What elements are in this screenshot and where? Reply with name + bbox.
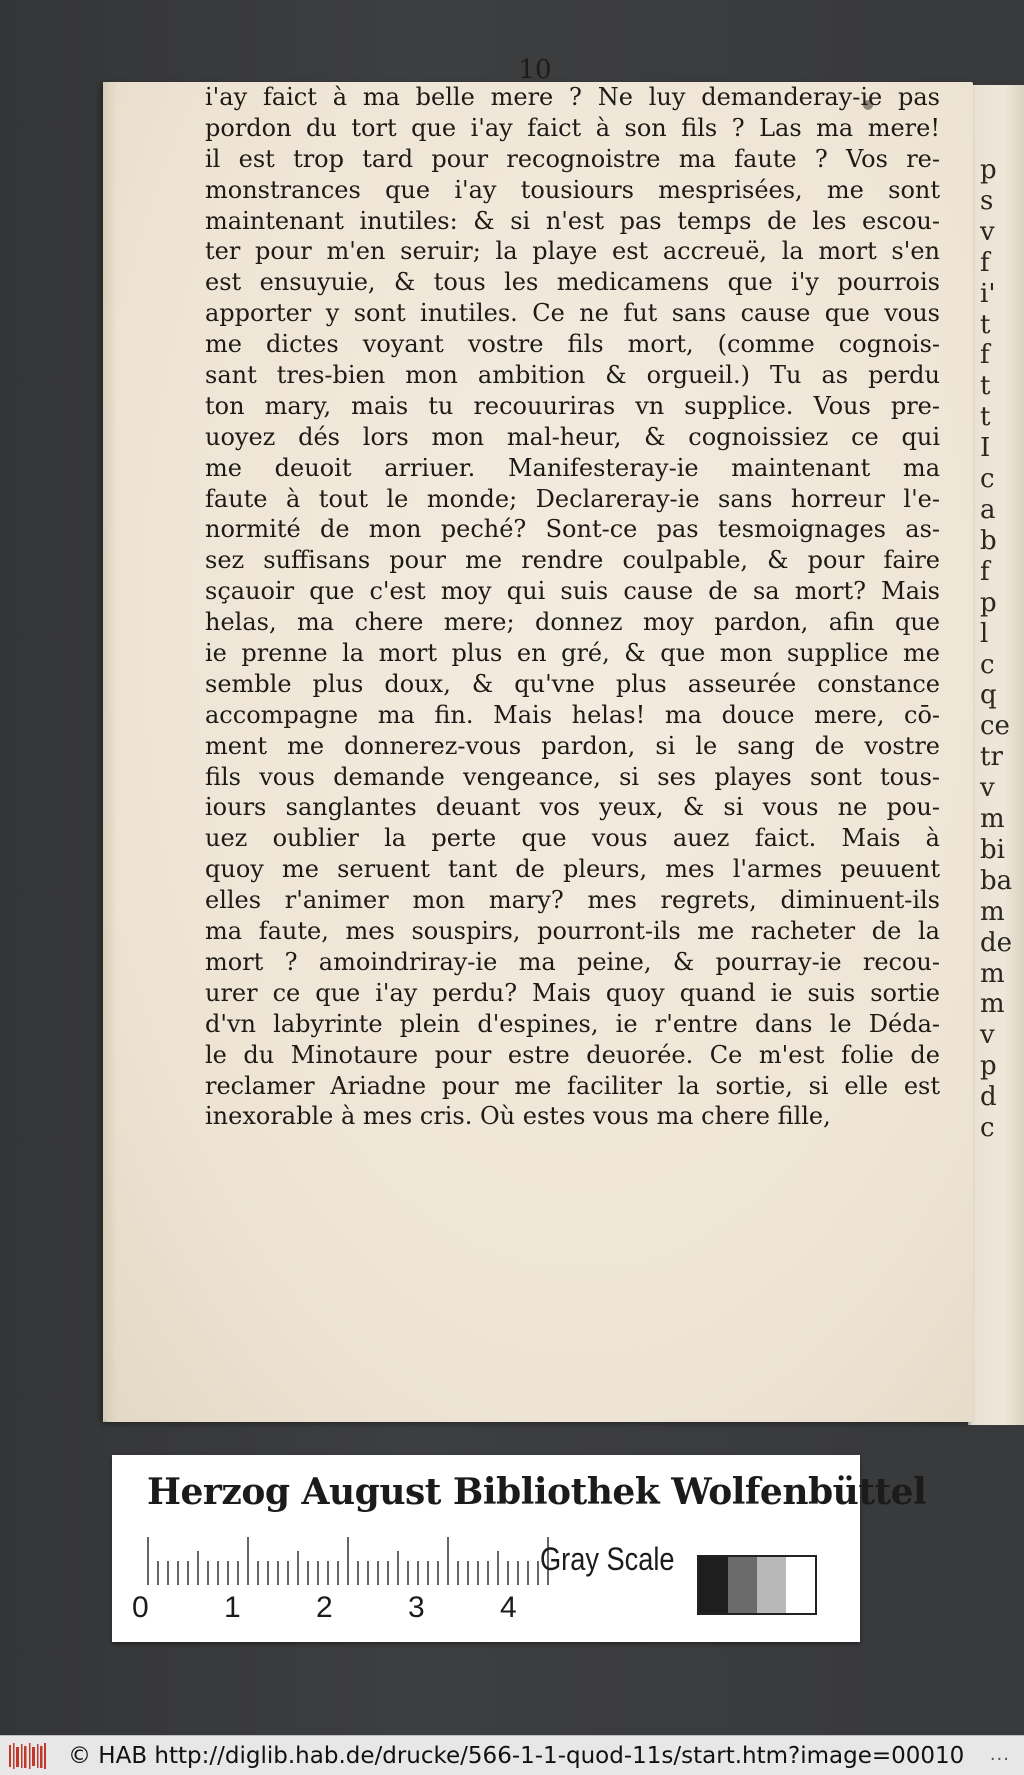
- text-line: ma faute, mes souspirs, pourront-ils me racheter de la: [205, 917, 940, 946]
- text-line: normité de mon peché? Sont-ce pas tesmoignages as-: [205, 515, 940, 544]
- text-line: semble plus doux, & qu'vne plus asseurée constance: [205, 669, 940, 698]
- footer-bar: [0, 1735, 1024, 1775]
- text-line: sant tres-bien mon ambition & orgueil.) Tu as perdu: [205, 361, 940, 390]
- text-line: inexorable à mes cris. Où estes vous ma chere fille,: [205, 1102, 831, 1131]
- text-line: sez suffisans pour me rendre coulpable, & pour faire: [205, 546, 940, 575]
- ruler-label: 0: [132, 1591, 149, 1624]
- text-line: monstrances que i'ay tousiours mesprisées, me sont: [205, 175, 940, 204]
- text-line: uoyez dés lors mon mal-heur, & cognoissiez ce qui: [205, 422, 940, 451]
- gray-swatch: [699, 1557, 728, 1613]
- text-line: quoy me seruent tant de pleurs, mes l'armes peuuent: [205, 855, 940, 884]
- text-line: maintenant inutiles: & si n'est pas temps de les escou-: [205, 206, 940, 235]
- text-line: ment me donnerez-vous pardon, si le sang de vostre: [205, 731, 940, 760]
- text-line: ter pour m'en seruir; la playe est accreuë, la mort s'en: [205, 237, 940, 266]
- facing-page-text: p s v f i' t f t t I c a b f p l c q ce tr v m bi ba m de m m v p d c: [980, 155, 1013, 1144]
- copyright-url[interactable]: © HAB http://diglib.hab.de/drucke/566-1-1-quod-11s/start.htm?image=00010: [68, 1742, 965, 1769]
- text-line: pordon du tort que i'ay faict à son fils ? Las ma mere!: [205, 113, 940, 142]
- text-line: fils vous demande vengeance, si ses playes sont tous-: [205, 762, 940, 791]
- text-line: le du Minotaure pour estre deuorée. Ce m'est folie de: [205, 1040, 940, 1069]
- text-line: me deuoit arriuer. Manifesteray-ie maintenant ma: [205, 453, 940, 482]
- text-line: apporter y sont inutiles. Ce ne fut sans cause que vous: [205, 299, 940, 328]
- library-name: Herzog August Bibliothek Wolfenbüttel: [147, 1471, 927, 1513]
- text-line: elles r'animer mon mary? mes regrets, diminuent-ils: [205, 886, 940, 915]
- text-line: urer ce que i'ay perdu? Mais quoy quand ie suis sortie: [205, 978, 940, 1007]
- gray-swatch: [786, 1557, 815, 1613]
- text-line: me dictes voyant vostre fils mort, (comme cognois-: [205, 330, 940, 359]
- gray-swatch: [757, 1557, 786, 1613]
- text-line: uez oublier la perte que vous auez faict. Mais à: [205, 824, 940, 853]
- text-line: mort ? amoindriray-ie ma peine, & pourray-ie recou-: [205, 947, 940, 976]
- text-line: accompagne ma fin. Mais helas! ma douce mere, cō-: [205, 700, 940, 729]
- page-number: 10: [518, 55, 552, 85]
- text-line: d'vn labyrinte plein d'espines, ie r'entre dans le Déda-: [205, 1009, 940, 1038]
- gray-swatch: [728, 1557, 757, 1613]
- gray-scale-swatches: [697, 1555, 817, 1615]
- ruler-label: 2: [316, 1591, 333, 1624]
- barcode-logo-icon: [8, 1741, 48, 1771]
- ruler-label: 4: [500, 1591, 517, 1624]
- ruler-label: 1: [224, 1591, 241, 1624]
- gray-scale-label: Gray Scale: [540, 1541, 675, 1577]
- text-line: ton mary, mais tu recouuriras vn supplice. Vous pre-: [205, 391, 940, 420]
- page-text: [205, 82, 940, 1132]
- text-line: sçauoir que c'est moy qui suis cause de sa mort? Mais: [205, 577, 940, 606]
- text-line: est ensuyuie, & tous les medicamens que i'y pourrois: [205, 268, 940, 297]
- text-line: iours sanglantes deuant vos yeux, & si vous ne pou-: [205, 793, 940, 822]
- text-line: i'ay faict à ma belle mere ? Ne luy demanderay-ie pas: [205, 83, 940, 111]
- text-line: reclamer Ariadne pour me faciliter la sortie, si elle est: [205, 1071, 940, 1100]
- text-line: helas, ma chere mere; donnez moy pardon, afin que: [205, 608, 940, 637]
- ruler-scale: [140, 1537, 560, 1585]
- facing-page-edge: [968, 85, 1024, 1425]
- more-options-icon[interactable]: ...: [989, 1744, 1010, 1765]
- calibration-card: [112, 1455, 927, 1642]
- text-line: il est trop tard pour recognoistre ma faute ? Vos re-: [205, 144, 940, 173]
- ruler-label: 3: [408, 1591, 425, 1624]
- text-line: ie prenne la mort plus en gré, & que mon supplice me: [205, 639, 940, 668]
- text-line: faute à tout le monde; Declareray-ie sans horreur l'e-: [205, 484, 940, 513]
